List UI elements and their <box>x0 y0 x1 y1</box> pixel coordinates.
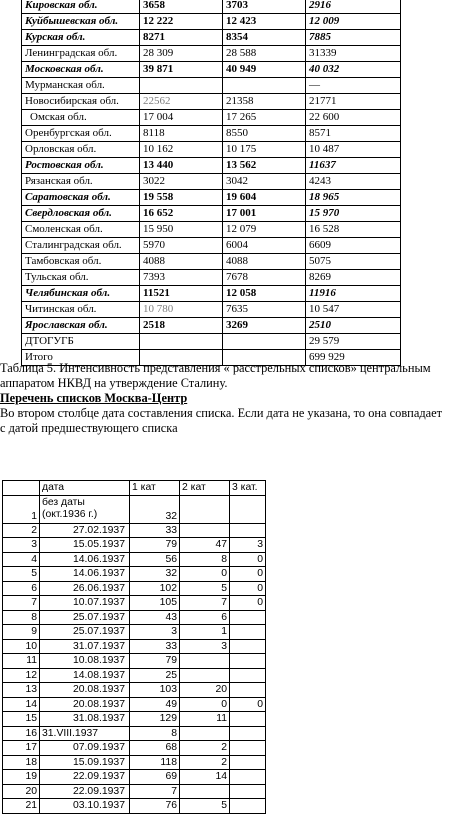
category-2-cell: 47 <box>180 538 230 553</box>
category-3-cell: 0 <box>230 581 266 596</box>
date-cell: 22.09.1937 <box>40 784 130 799</box>
category-3-cell <box>230 654 266 669</box>
value-cell: 7393 <box>140 270 223 286</box>
region-name-cell: Омская обл. <box>22 110 140 126</box>
row-number-cell: 2 <box>3 523 40 538</box>
row-number-cell: 15 <box>3 712 40 727</box>
region-name-cell: Рязанская обл. <box>22 174 140 190</box>
category-3-cell <box>230 741 266 756</box>
table-row <box>3 639 266 654</box>
table-row <box>22 94 401 110</box>
table-row <box>3 567 266 582</box>
value-cell <box>223 334 306 350</box>
table-row <box>22 158 401 174</box>
value-cell: 7678 <box>223 270 306 286</box>
value-cell: 17 004 <box>140 110 223 126</box>
row-number-cell: 12 <box>3 668 40 683</box>
category-2-cell <box>180 726 230 741</box>
date-cell: 10.08.1937 <box>40 654 130 669</box>
date-cell: без даты (окт.1936 г.) <box>40 495 130 523</box>
column-header: 3 кат. <box>230 481 266 496</box>
category-1-cell: 7 <box>130 784 180 799</box>
table-row <box>3 552 266 567</box>
category-1-cell: 79 <box>130 538 180 553</box>
date-cell: 14.08.1937 <box>40 668 130 683</box>
date-cell: 25.07.1937 <box>40 625 130 640</box>
date-cell: 27.02.1937 <box>40 523 130 538</box>
value-cell: 39 871 <box>140 62 223 78</box>
category-2-cell: 8 <box>180 552 230 567</box>
row-number-cell: 17 <box>3 741 40 756</box>
region-name-cell: Свердловская обл. <box>22 206 140 222</box>
region-name-cell: Тульская обл. <box>22 270 140 286</box>
category-2-cell: 7 <box>180 596 230 611</box>
table-row <box>22 78 401 94</box>
value-cell: 22 600 <box>306 110 401 126</box>
category-1-cell: 33 <box>130 523 180 538</box>
category-3-cell <box>230 770 266 785</box>
row-number-cell: 14 <box>3 697 40 712</box>
value-cell: — <box>306 78 401 94</box>
category-2-cell: 2 <box>180 741 230 756</box>
category-1-cell: 32 <box>130 495 180 523</box>
lists-table-body <box>3 481 266 814</box>
value-cell: 7885 <box>306 30 401 46</box>
table-row <box>22 126 401 142</box>
value-cell: 8550 <box>223 126 306 142</box>
region-name-cell: Сталинградская обл. <box>22 238 140 254</box>
category-2-cell: 3 <box>180 639 230 654</box>
category-3-cell <box>230 799 266 814</box>
value-cell: 17 001 <box>223 206 306 222</box>
category-3-cell <box>230 668 266 683</box>
table-caption: Таблица 5. Интенсивность представления « расстрельных списков» центральным аппаратом НКВД на утверждение Сталину. <box>0 361 431 390</box>
category-2-cell: 11 <box>180 712 230 727</box>
category-1-cell: 129 <box>130 712 180 727</box>
value-cell: 15 970 <box>306 206 401 222</box>
region-name-cell: Челябинская обл. <box>22 286 140 302</box>
region-name-cell: Читинская обл. <box>22 302 140 318</box>
table-row <box>3 625 266 640</box>
value-cell: 16 528 <box>306 222 401 238</box>
value-cell: 2510 <box>306 318 401 334</box>
value-cell: 11637 <box>306 158 401 174</box>
date-cell: 22.09.1937 <box>40 770 130 785</box>
category-2-cell <box>180 495 230 523</box>
value-cell: 19 604 <box>223 190 306 206</box>
table-row <box>3 726 266 741</box>
row-number-cell: 11 <box>3 654 40 669</box>
value-cell: 3022 <box>140 174 223 190</box>
table-row <box>22 62 401 78</box>
region-name-cell: Саратовская обл. <box>22 190 140 206</box>
region-name-cell: Ярославская обл. <box>22 318 140 334</box>
value-cell: 12 079 <box>223 222 306 238</box>
table-row <box>22 318 401 334</box>
row-number-cell: 3 <box>3 538 40 553</box>
value-cell <box>223 78 306 94</box>
category-1-cell: 43 <box>130 610 180 625</box>
value-cell: 2916 <box>306 0 401 14</box>
value-cell: 40 032 <box>306 62 401 78</box>
row-number-cell: 19 <box>3 770 40 785</box>
category-1-cell: 105 <box>130 596 180 611</box>
table-row <box>22 46 401 62</box>
row-number-cell: 13 <box>3 683 40 698</box>
value-cell: 12 423 <box>223 14 306 30</box>
value-cell: 3269 <box>223 318 306 334</box>
region-name-cell: Московская обл. <box>22 62 140 78</box>
value-cell: 4088 <box>223 254 306 270</box>
row-number-cell: 10 <box>3 639 40 654</box>
category-3-cell: 0 <box>230 596 266 611</box>
row-number-cell: 20 <box>3 784 40 799</box>
region-name-cell: Орловская обл. <box>22 142 140 158</box>
value-cell: 8271 <box>140 30 223 46</box>
table-row <box>3 755 266 770</box>
value-cell: 7635 <box>223 302 306 318</box>
header-row <box>3 481 266 496</box>
region-name-cell: Тамбовская обл. <box>22 254 140 270</box>
value-cell: 8269 <box>306 270 401 286</box>
row-number-cell: 21 <box>3 799 40 814</box>
lists-table <box>2 480 266 814</box>
category-1-cell: 79 <box>130 654 180 669</box>
value-cell: 10 780 <box>140 302 223 318</box>
table-row <box>3 523 266 538</box>
value-cell: 3658 <box>140 0 223 14</box>
text-block <box>0 361 450 436</box>
column-header <box>3 481 40 496</box>
value-cell: 13 440 <box>140 158 223 174</box>
category-3-cell <box>230 495 266 523</box>
value-cell: 29 579 <box>306 334 401 350</box>
value-cell: 12 058 <box>223 286 306 302</box>
value-cell: 40 949 <box>223 62 306 78</box>
table-row <box>22 30 401 46</box>
table-row <box>22 334 401 350</box>
row-number-cell: 16 <box>3 726 40 741</box>
region-name-cell: Кировская обл. <box>22 0 140 14</box>
value-cell: 4088 <box>140 254 223 270</box>
table-row <box>22 142 401 158</box>
region-name-cell: Оренбургская обл. <box>22 126 140 142</box>
category-3-cell: 0 <box>230 552 266 567</box>
category-2-cell <box>180 784 230 799</box>
category-2-cell: 6 <box>180 610 230 625</box>
value-cell: 19 558 <box>140 190 223 206</box>
value-cell: 10 487 <box>306 142 401 158</box>
value-cell: 3703 <box>223 0 306 14</box>
value-cell: 6609 <box>306 238 401 254</box>
category-1-cell: 25 <box>130 668 180 683</box>
category-1-cell: 118 <box>130 755 180 770</box>
column-header: 2 кат <box>180 481 230 496</box>
table-row <box>22 110 401 126</box>
value-cell <box>140 334 223 350</box>
region-name-cell: Курская обл. <box>22 30 140 46</box>
category-3-cell: 0 <box>230 567 266 582</box>
category-3-cell <box>230 523 266 538</box>
value-cell: 16 652 <box>140 206 223 222</box>
date-cell: 14.06.1937 <box>40 552 130 567</box>
table-row <box>3 770 266 785</box>
table-row <box>3 538 266 553</box>
region-name-cell: Итого <box>22 350 140 366</box>
table-row <box>22 14 401 30</box>
row-number-cell: 8 <box>3 610 40 625</box>
table-row <box>22 302 401 318</box>
table-row <box>3 610 266 625</box>
category-3-cell <box>230 712 266 727</box>
date-cell: 31.VIII.1937 <box>40 726 130 741</box>
category-3-cell <box>230 726 266 741</box>
regions-table-body <box>22 0 401 366</box>
region-name-cell: Новосибирская обл. <box>22 94 140 110</box>
column-header: 1 кат <box>130 481 180 496</box>
category-2-cell <box>180 668 230 683</box>
value-cell: 10 547 <box>306 302 401 318</box>
region-name-cell: Мурманская обл. <box>22 78 140 94</box>
date-cell: 14.06.1937 <box>40 567 130 582</box>
value-cell: 11916 <box>306 286 401 302</box>
table-row <box>3 668 266 683</box>
region-name-cell: Ленинградская обл. <box>22 46 140 62</box>
table-row <box>3 799 266 814</box>
category-1-cell: 33 <box>130 639 180 654</box>
value-cell: 5075 <box>306 254 401 270</box>
value-cell: 18 965 <box>306 190 401 206</box>
category-3-cell <box>230 625 266 640</box>
table-row <box>22 286 401 302</box>
category-1-cell: 69 <box>130 770 180 785</box>
table-row <box>22 270 401 286</box>
table-note: Во втором столбце дата составления списка. Если дата не указана, то она совпадает с датой предшествующего списка <box>0 406 443 435</box>
value-cell: 28 309 <box>140 46 223 62</box>
row-number-cell: 7 <box>3 596 40 611</box>
row-number-cell: 6 <box>3 581 40 596</box>
category-2-cell <box>180 654 230 669</box>
table-row <box>3 784 266 799</box>
table-row <box>3 741 266 756</box>
category-2-cell: 5 <box>180 581 230 596</box>
date-cell: 10.07.1937 <box>40 596 130 611</box>
row-number-cell: 5 <box>3 567 40 582</box>
category-1-cell: 8 <box>130 726 180 741</box>
list-heading: Перечень списков Москва-Центр <box>0 391 188 405</box>
value-cell: 6004 <box>223 238 306 254</box>
category-2-cell: 5 <box>180 799 230 814</box>
category-3-cell <box>230 784 266 799</box>
table-row <box>3 697 266 712</box>
date-cell: 15.09.1937 <box>40 755 130 770</box>
category-3-cell <box>230 683 266 698</box>
table-row <box>22 0 401 14</box>
table-row <box>3 596 266 611</box>
date-cell: 15.05.1937 <box>40 538 130 553</box>
region-name-cell: ДТОГУГБ <box>22 334 140 350</box>
value-cell: 28 588 <box>223 46 306 62</box>
region-name-cell: Ростовская обл. <box>22 158 140 174</box>
table-row <box>22 190 401 206</box>
table-row <box>3 495 266 523</box>
value-cell: 8571 <box>306 126 401 142</box>
value-cell: 8118 <box>140 126 223 142</box>
table-row <box>3 581 266 596</box>
category-1-cell: 102 <box>130 581 180 596</box>
value-cell: 22562 <box>140 94 223 110</box>
value-cell: 10 162 <box>140 142 223 158</box>
category-3-cell: 3 <box>230 538 266 553</box>
region-name-cell: Куйбышевская обл. <box>22 14 140 30</box>
row-number-cell: 4 <box>3 552 40 567</box>
value-cell: 11521 <box>140 286 223 302</box>
value-cell: 15 950 <box>140 222 223 238</box>
category-2-cell: 14 <box>180 770 230 785</box>
value-cell <box>140 78 223 94</box>
category-1-cell: 3 <box>130 625 180 640</box>
table-row <box>3 712 266 727</box>
value-cell: 21771 <box>306 94 401 110</box>
table-row <box>22 222 401 238</box>
category-2-cell: 1 <box>180 625 230 640</box>
table-row <box>22 238 401 254</box>
date-cell: 25.07.1937 <box>40 610 130 625</box>
value-cell: 12 009 <box>306 14 401 30</box>
value-cell: 31339 <box>306 46 401 62</box>
category-2-cell: 2 <box>180 755 230 770</box>
date-cell: 03.10.1937 <box>40 799 130 814</box>
date-cell: 31.07.1937 <box>40 639 130 654</box>
regions-table <box>21 0 401 366</box>
row-number-cell: 1 <box>3 495 40 523</box>
value-cell: 5970 <box>140 238 223 254</box>
table-row <box>3 654 266 669</box>
row-number-cell: 18 <box>3 755 40 770</box>
value-cell: 12 222 <box>140 14 223 30</box>
value-cell: 8354 <box>223 30 306 46</box>
category-3-cell <box>230 755 266 770</box>
category-2-cell: 20 <box>180 683 230 698</box>
category-3-cell <box>230 610 266 625</box>
table-row <box>22 254 401 270</box>
date-cell: 31.08.1937 <box>40 712 130 727</box>
category-3-cell: 0 <box>230 697 266 712</box>
value-cell: 17 265 <box>223 110 306 126</box>
table-row <box>22 206 401 222</box>
value-cell: 13 562 <box>223 158 306 174</box>
category-1-cell: 76 <box>130 799 180 814</box>
value-cell: 2518 <box>140 318 223 334</box>
table-row <box>3 683 266 698</box>
date-cell: 26.06.1937 <box>40 581 130 596</box>
category-3-cell <box>230 639 266 654</box>
category-1-cell: 32 <box>130 567 180 582</box>
value-cell: 21358 <box>223 94 306 110</box>
region-name-cell: Смоленская обл. <box>22 222 140 238</box>
row-number-cell: 9 <box>3 625 40 640</box>
category-1-cell: 103 <box>130 683 180 698</box>
date-cell: 07.09.1937 <box>40 741 130 756</box>
category-1-cell: 56 <box>130 552 180 567</box>
date-cell: 20.08.1937 <box>40 697 130 712</box>
value-cell: 10 175 <box>223 142 306 158</box>
value-cell: 699 929 <box>306 350 401 366</box>
date-cell: 20.08.1937 <box>40 683 130 698</box>
category-2-cell: 0 <box>180 697 230 712</box>
category-1-cell: 49 <box>130 697 180 712</box>
value-cell: 4243 <box>306 174 401 190</box>
category-2-cell <box>180 523 230 538</box>
category-1-cell: 68 <box>130 741 180 756</box>
value-cell: 3042 <box>223 174 306 190</box>
column-header: дата <box>40 481 130 496</box>
category-2-cell: 0 <box>180 567 230 582</box>
table-row <box>22 174 401 190</box>
